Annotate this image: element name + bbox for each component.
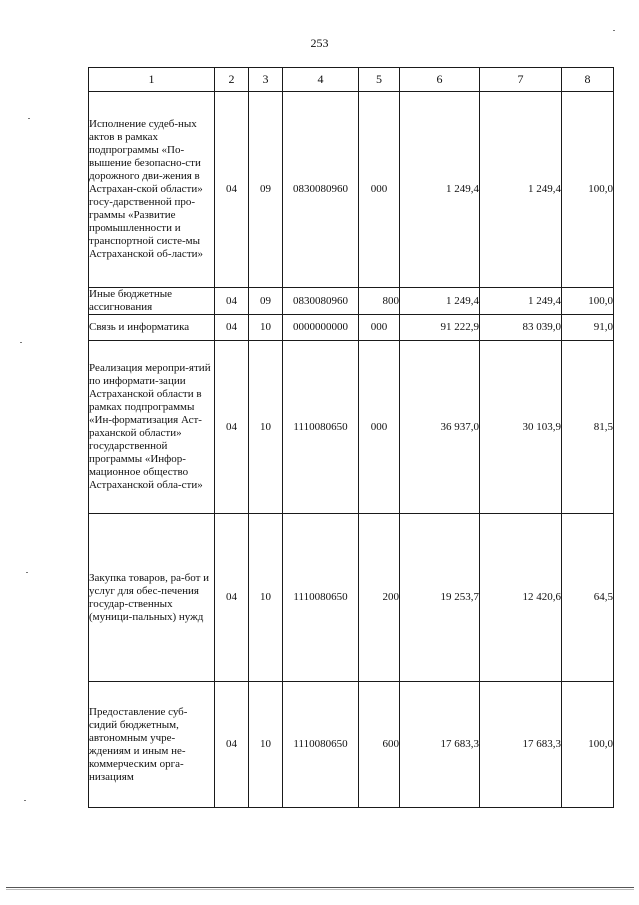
plan-cell: 36 937,0 xyxy=(400,341,480,514)
row-name: Реализация меропри-ятий по информати-зации Астраханской области в рамках подпрограммы «Ин-форматизация Аст-раханской области» государственной программы «Инфор-мационное общество Астраханской обла-сти» xyxy=(89,341,215,514)
podrazdel-cell: 10 xyxy=(249,682,283,808)
csr-cell: 0830080960 xyxy=(283,92,359,288)
plan-cell: 19 253,7 xyxy=(400,514,480,682)
scan-speck xyxy=(28,118,30,119)
csr-cell: 1110080650 xyxy=(283,341,359,514)
plan-cell: 1 249,4 xyxy=(400,288,480,315)
table-row xyxy=(89,92,614,288)
percent-cell: 100,0 xyxy=(562,682,614,808)
percent-cell: 100,0 xyxy=(562,92,614,288)
scan-speck xyxy=(24,800,26,801)
podrazdel-cell: 09 xyxy=(249,92,283,288)
razdel-cell: 04 xyxy=(215,315,249,341)
table-row xyxy=(89,514,614,682)
table-row xyxy=(89,341,614,514)
table-row xyxy=(89,288,614,315)
column-header: 6 xyxy=(400,68,480,92)
plan-cell: 17 683,3 xyxy=(400,682,480,808)
column-header: 8 xyxy=(562,68,614,92)
podrazdel-cell: 10 xyxy=(249,514,283,682)
csr-cell: 1110080650 xyxy=(283,514,359,682)
fact-cell: 12 420,6 xyxy=(480,514,562,682)
page-bottom-rule xyxy=(6,887,634,888)
podrazdel-cell: 10 xyxy=(249,341,283,514)
vr-cell: 000 xyxy=(359,315,400,341)
row-name: Связь и информатика xyxy=(89,315,215,341)
table-row xyxy=(89,682,614,808)
row-name: Иные бюджетные ассигнования xyxy=(89,288,215,315)
page-bottom-rule xyxy=(6,889,634,890)
row-name: Закупка товаров, ра-бот и услуг для обес-печения государ-ственных (муници-пальных) нужд xyxy=(89,514,215,682)
percent-cell: 81,5 xyxy=(562,341,614,514)
fact-cell: 1 249,4 xyxy=(480,288,562,315)
fact-cell: 83 039,0 xyxy=(480,315,562,341)
fact-cell: 17 683,3 xyxy=(480,682,562,808)
vr-cell: 200 xyxy=(359,514,400,682)
fact-cell: 30 103,9 xyxy=(480,341,562,514)
fact-cell: 1 249,4 xyxy=(480,92,562,288)
razdel-cell: 04 xyxy=(215,341,249,514)
budget-table xyxy=(88,67,614,808)
page-number: 253 xyxy=(310,36,329,50)
vr-cell: 800 xyxy=(359,288,400,315)
plan-cell: 91 222,9 xyxy=(400,315,480,341)
column-header: 5 xyxy=(359,68,400,92)
razdel-cell: 04 xyxy=(215,682,249,808)
razdel-cell: 04 xyxy=(215,514,249,682)
podrazdel-cell: 09 xyxy=(249,288,283,315)
vr-cell: 000 xyxy=(359,92,400,288)
column-header: 7 xyxy=(480,68,562,92)
percent-cell: 64,5 xyxy=(562,514,614,682)
row-name: Исполнение судеб-ных актов в рамках подпрограммы «По-вышение безопасно-сти дорожного дви-жения в Астрахан-ской области» госу-дарственной про-граммы «Развитие промышленности и транспортной систе-мы Астраханской об-ласти» xyxy=(89,92,215,288)
percent-cell: 100,0 xyxy=(562,288,614,315)
column-header: 4 xyxy=(283,68,359,92)
percent-cell: 91,0 xyxy=(562,315,614,341)
column-header: 1 xyxy=(89,68,215,92)
column-header: 3 xyxy=(249,68,283,92)
scan-speck xyxy=(26,572,28,573)
plan-cell: 1 249,4 xyxy=(400,92,480,288)
csr-cell: 1110080650 xyxy=(283,682,359,808)
razdel-cell: 04 xyxy=(215,288,249,315)
scan-speck xyxy=(613,30,615,31)
vr-cell: 600 xyxy=(359,682,400,808)
header-row xyxy=(89,68,614,92)
podrazdel-cell: 10 xyxy=(249,315,283,341)
csr-cell: 0000000000 xyxy=(283,315,359,341)
row-name: Предоставление суб-сидий бюджетным, автономным учре-ждениям и иным не-коммерческим орга-низациям xyxy=(89,682,215,808)
scan-speck xyxy=(20,342,22,343)
column-header: 2 xyxy=(215,68,249,92)
csr-cell: 0830080960 xyxy=(283,288,359,315)
razdel-cell: 04 xyxy=(215,92,249,288)
vr-cell: 000 xyxy=(359,341,400,514)
table-row xyxy=(89,315,614,341)
